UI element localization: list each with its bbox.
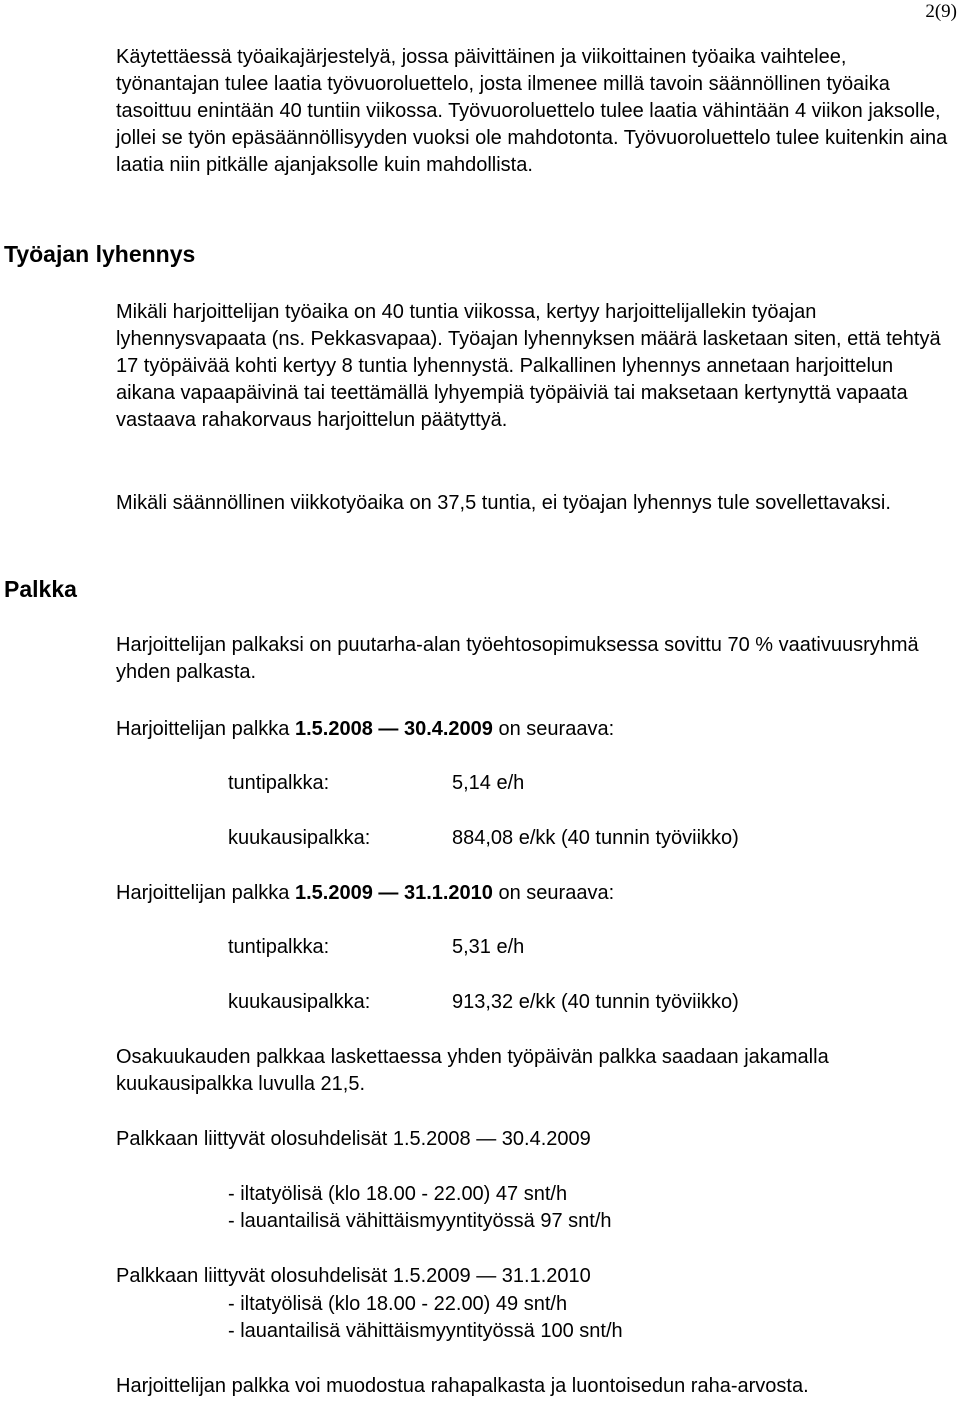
period2-hourly-value: 5,31 e/h [452,936,525,958]
allowances2-item-saturday: - lauantailisä vähittäismyyntityössä 100 snt/h [228,1320,623,1342]
period2-hourly-label: tuntipalkka: [228,936,330,958]
lyhennys-paragraph-1 [116,299,951,434]
allowances2-item-evening: - iltatyölisä (klo 18.00 - 22.00) 49 snt/h [228,1293,568,1315]
period1-hourly-label: tuntipalkka: [228,772,330,794]
allowances2-title: Palkkaan liittyvät olosuhdelisät 1.5.2009 — 31.1.2010 [116,1265,591,1287]
period1-range: 1.5.2008 — 30.4.2009 [294,718,493,740]
palkka-intro-paragraph [116,632,951,686]
section-heading-palkka: Palkka [4,576,77,602]
period2-monthly-value: 913,32 e/kk (40 tunnin työviikko) [452,991,739,1013]
period2-range: 1.5.2009 — 31.1.2010 [294,882,493,904]
period2-suffix: on seuraava: [492,882,615,904]
section-heading-tyoajan-lyhennys: Työajan lyhennys [4,241,196,267]
closing-paragraph: Harjoittelijan palkka voi muodostua rahapalkasta ja luontoisedun raha-arvosta. [116,1375,809,1397]
partial-month-text: Osakuukauden palkkaa laskettaessa yhden työpäivän palkka saadaan jakamalla kuukausipalkka luvulla 21,5. [116,1046,829,1095]
lyhennys-paragraph-2 [116,490,951,517]
allowances1-item-saturday: - lauantailisä vähittäismyyntityössä 97 snt/h [228,1210,612,1232]
allowances1-item-evening: - iltatyölisä (klo 18.00 - 22.00) 47 snt/h [228,1183,568,1205]
period1-heading [116,716,614,743]
intro-paragraph [116,44,951,179]
period1-monthly-label: kuukausipalkka: [228,827,371,849]
period1-suffix: on seuraava: [492,718,615,740]
partial-month-paragraph [116,1044,951,1098]
period1-hourly-value: 5,14 e/h [452,772,525,794]
intro-text: Käytettäessä työaikajärjestelyä, jossa päivittäinen ja viikoittainen työaika vaihtelee, työnantajan tulee laatia työvuoroluettelo, josta ilmenee millä tavoin säännöllinen työaika tasoittuu enintään 40 tuntiin viikossa. Työvuoroluettelo tulee laatia vähintään 4 viikon jaksolle, jollei se työn epäsäännöllisyyden vuoksi ole mahdotonta. Työvuoroluettelo tulee kuitenkin aina laatia niin pitkälle ajanjaksolle kuin mahdollista. [116,46,948,176]
period2-monthly-label: kuukausipalkka: [228,991,371,1013]
palkka-intro-text: Harjoittelijan palkaksi on puutarha-alan työehtosopimuksessa sovittu 70 % vaativuusryhmä yhden palkasta. [116,634,919,683]
page-number: 2(9) [925,1,957,22]
period1-prefix: Harjoittelijan palkka [116,718,295,740]
period2-prefix: Harjoittelijan palkka [116,882,295,904]
lyhennys-text-2: Mikäli säännöllinen viikkotyöaika on 37,5 tuntia, ei työajan lyhennys tule sovellettavaksi. [116,492,891,514]
allowances1-title: Palkkaan liittyvät olosuhdelisät 1.5.2008 — 30.4.2009 [116,1128,591,1150]
period2-heading [116,880,614,907]
lyhennys-text-1: Mikäli harjoittelijan työaika on 40 tuntia viikossa, kertyy harjoittelijallekin työajan lyhennysvapaata (ns. Pekkasvapaa). Työajan lyhennyksen määrä lasketaan siten, että tehtyä 17 työpäivää kohti kertyy 8 tuntia lyhennystä. Palkallinen lyhennys annetaan harjoittelun aikana vapaapäivinä tai teettämällä lyhyempiä työpäiviä tai maksetaan kertynyttä vapaata vastaava rahakorvaus harjoittelun päätyttyä. [116,301,941,431]
period1-monthly-value: 884,08 e/kk (40 tunnin työviikko) [452,827,739,849]
